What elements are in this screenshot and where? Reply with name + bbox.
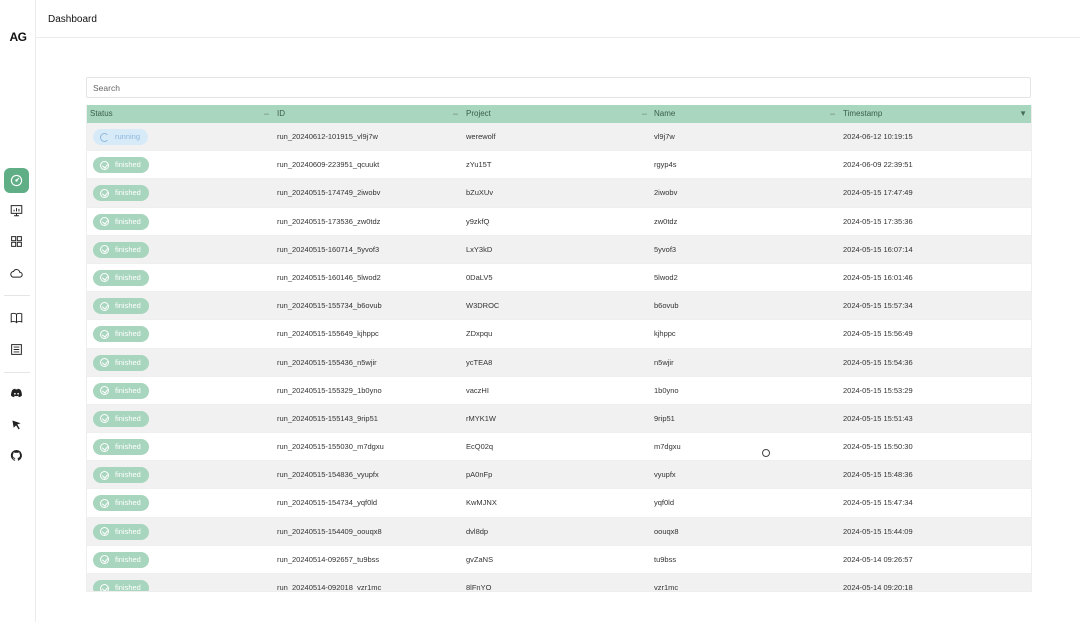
status-cell xyxy=(93,236,149,264)
monitor-chart-icon xyxy=(10,204,23,217)
book-icon xyxy=(10,311,23,324)
name-cell: oouqx8 xyxy=(654,526,679,536)
status-label: finished xyxy=(115,216,141,226)
timestamp-cell: 2024-06-09 22:39:51 xyxy=(843,160,913,170)
status-cell xyxy=(93,574,149,592)
id-cell[interactable]: run_20240612-101915_vl9j7w xyxy=(277,132,378,141)
project-cell: dvl8dp xyxy=(466,526,489,536)
project-cell: 8lFnYO xyxy=(466,583,492,592)
id-cell[interactable]: run_20240515-174749_2iwobv xyxy=(277,188,381,198)
check-circle-icon xyxy=(100,217,109,226)
id-cell[interactable]: run_20240515-154409_oouqx8 xyxy=(277,526,382,536)
search-input[interactable] xyxy=(86,77,1031,98)
timestamp-cell: 2024-05-15 16:01:46 xyxy=(843,272,913,282)
status-badge xyxy=(93,157,149,173)
table-row[interactable] xyxy=(87,377,1031,405)
project-cell: y9zkfQ xyxy=(466,216,490,226)
status-badge xyxy=(93,355,149,371)
timestamp-cell: 2024-05-15 15:44:09 xyxy=(843,526,913,536)
table-row[interactable] xyxy=(87,461,1031,489)
sidebar-divider xyxy=(4,372,30,373)
status-cell xyxy=(93,433,149,461)
name-cell: 1b0yno xyxy=(654,385,679,395)
discord-link[interactable] xyxy=(4,381,29,406)
mouse-cursor-icon xyxy=(762,449,770,457)
project-cell: pA0nFp xyxy=(466,470,493,480)
column-menu-icon[interactable]: ▬ xyxy=(642,111,647,117)
status-badge xyxy=(93,383,149,399)
column-header-project[interactable] xyxy=(466,105,651,123)
table-row[interactable] xyxy=(87,574,1031,592)
column-header-label: Status xyxy=(90,109,113,118)
status-cell xyxy=(93,377,149,405)
table-row[interactable] xyxy=(87,518,1031,546)
status-badge xyxy=(93,552,149,568)
timestamp-cell: 2024-06-12 10:19:15 xyxy=(843,132,913,141)
column-header-label: Project xyxy=(466,109,491,118)
timestamp-cell: 2024-05-14 09:20:18 xyxy=(843,583,913,592)
table-row[interactable] xyxy=(87,236,1031,264)
id-cell[interactable]: run_20240609-223951_qcuukt xyxy=(277,160,380,170)
column-menu-icon[interactable]: ▬ xyxy=(453,111,458,117)
status-badge xyxy=(93,580,149,592)
status-label: finished xyxy=(115,470,141,480)
id-cell[interactable]: run_20240515-173536_zw0tdz xyxy=(277,216,381,226)
status-cell xyxy=(93,208,149,236)
name-cell: b6ovub xyxy=(654,301,679,311)
github-icon xyxy=(10,449,23,462)
id-cell[interactable]: run_20240514-092018_vzr1mc xyxy=(277,583,382,592)
status-cell xyxy=(93,489,149,517)
status-cell xyxy=(93,123,148,151)
status-badge xyxy=(93,242,149,258)
project-cell: vaczHI xyxy=(466,385,489,395)
column-header-status[interactable] xyxy=(90,105,273,123)
id-cell[interactable]: run_20240514-092657_tu9bss xyxy=(277,554,380,564)
id-cell[interactable]: run_20240515-155143_9rip51 xyxy=(277,413,378,423)
cloud-nav-button[interactable] xyxy=(4,261,29,286)
check-circle-icon xyxy=(100,527,109,536)
id-cell[interactable]: run_20240515-155329_1b0yno xyxy=(277,385,382,395)
status-badge xyxy=(93,185,149,201)
name-cell: 5lwod2 xyxy=(654,272,678,282)
grid-icon xyxy=(10,235,23,248)
status-label: finished xyxy=(115,583,141,592)
column-header-timestamp[interactable] xyxy=(843,105,1031,123)
project-cell: KwMJNX xyxy=(466,498,497,508)
column-header-label: ID xyxy=(277,109,285,118)
check-circle-icon xyxy=(100,245,109,254)
status-cell xyxy=(93,546,149,574)
check-circle-icon xyxy=(100,302,109,311)
timestamp-cell: 2024-05-15 15:57:34 xyxy=(843,301,913,311)
project-cell: zYu15T xyxy=(466,160,492,170)
docs-nav-button[interactable] xyxy=(4,305,29,330)
timestamp-cell: 2024-05-15 15:48:36 xyxy=(843,470,913,480)
cursor-link[interactable] xyxy=(4,412,29,437)
status-badge xyxy=(93,214,149,230)
status-label: finished xyxy=(115,188,141,198)
check-circle-icon xyxy=(100,499,109,508)
table-header xyxy=(87,105,1031,123)
project-cell: gvZaNS xyxy=(466,554,494,564)
project-cell: LxY3kD xyxy=(466,244,493,254)
name-cell: tu9bss xyxy=(654,554,677,564)
check-circle-icon xyxy=(100,584,109,593)
id-cell[interactable]: run_20240515-160146_5lwod2 xyxy=(277,272,381,282)
cloud-icon xyxy=(10,267,23,280)
name-cell: zw0tdz xyxy=(654,216,678,226)
name-cell: 2iwobv xyxy=(654,188,678,198)
status-badge xyxy=(93,270,149,286)
runs-table xyxy=(86,105,1032,592)
table-row[interactable] xyxy=(87,433,1031,461)
name-cell: vyupfx xyxy=(654,470,676,480)
github-link[interactable] xyxy=(4,443,29,468)
project-cell: ycTEA8 xyxy=(466,357,493,367)
gauge-icon xyxy=(10,174,23,187)
dashboard-nav-button[interactable] xyxy=(4,168,29,193)
project-cell: rMYK1W xyxy=(466,413,496,423)
check-circle-icon xyxy=(100,161,109,170)
status-label: finished xyxy=(115,329,141,339)
status-cell xyxy=(93,179,149,207)
spinner-icon xyxy=(100,133,109,142)
status-cell xyxy=(93,320,149,348)
column-header-id[interactable] xyxy=(277,105,462,123)
id-cell[interactable]: run_20240515-155436_n5wjir xyxy=(277,357,377,367)
status-label: finished xyxy=(115,385,141,395)
project-cell: bZuXUv xyxy=(466,188,494,198)
check-circle-icon xyxy=(100,189,109,198)
status-label: finished xyxy=(115,160,141,170)
table-body xyxy=(87,123,1031,592)
project-cell: werewolf xyxy=(466,132,496,141)
name-cell: 9rip51 xyxy=(654,413,675,423)
id-cell[interactable]: run_20240515-160714_5yvof3 xyxy=(277,244,380,254)
column-menu-icon[interactable]: ▬ xyxy=(264,111,269,117)
table-row[interactable] xyxy=(87,320,1031,348)
timestamp-cell: 2024-05-15 15:54:36 xyxy=(843,357,913,367)
table-row[interactable] xyxy=(87,546,1031,574)
check-circle-icon xyxy=(100,414,109,423)
name-cell: vl9j7w xyxy=(654,132,675,141)
status-badge xyxy=(93,495,149,511)
status-label: finished xyxy=(115,301,141,311)
discord-icon xyxy=(10,387,23,400)
id-cell[interactable]: run_20240515-154836_vyupfx xyxy=(277,470,379,480)
status-badge xyxy=(93,326,149,342)
status-cell xyxy=(93,349,149,377)
status-cell xyxy=(93,518,149,546)
sort-descending-icon[interactable]: ▼ xyxy=(1019,109,1027,118)
table-row[interactable] xyxy=(87,123,1031,151)
status-cell xyxy=(93,151,149,179)
project-cell: EcQ02q xyxy=(466,442,494,452)
id-cell[interactable]: run_20240515-154734_yqf0ld xyxy=(277,498,378,508)
table-row[interactable] xyxy=(87,489,1031,517)
status-badge xyxy=(93,129,148,145)
status-cell xyxy=(93,405,149,433)
name-cell: vzr1mc xyxy=(654,583,679,592)
column-header-name[interactable] xyxy=(654,105,839,123)
status-label: finished xyxy=(115,272,141,282)
timestamp-cell: 2024-05-15 17:47:49 xyxy=(843,188,913,198)
document-list-icon xyxy=(10,343,23,356)
name-cell: yqf0ld xyxy=(654,498,675,508)
grid-nav-button[interactable] xyxy=(4,229,29,254)
logs-nav-button[interactable] xyxy=(4,337,29,362)
status-badge xyxy=(93,439,149,455)
check-circle-icon xyxy=(100,386,109,395)
status-label: finished xyxy=(115,357,141,367)
table-row[interactable] xyxy=(87,264,1031,292)
status-label: finished xyxy=(115,526,141,536)
status-cell xyxy=(93,264,149,292)
name-cell: 5yvof3 xyxy=(654,244,677,254)
timestamp-cell: 2024-05-15 16:07:14 xyxy=(843,244,913,254)
project-cell: W3DROC xyxy=(466,301,500,311)
check-circle-icon xyxy=(100,358,109,367)
sidebar-divider xyxy=(4,295,30,296)
status-cell xyxy=(93,292,149,320)
check-circle-icon xyxy=(100,471,109,480)
check-circle-icon xyxy=(100,443,109,452)
cursor-arrow-icon xyxy=(10,418,23,431)
table-row[interactable] xyxy=(87,292,1031,320)
page-title: Dashboard xyxy=(48,14,97,25)
project-cell: 0DaLV5 xyxy=(466,272,493,282)
status-label: finished xyxy=(115,244,141,254)
status-badge xyxy=(93,467,149,483)
timestamp-cell: 2024-05-14 09:26:57 xyxy=(843,554,913,564)
name-cell: kjhppc xyxy=(654,329,676,339)
check-circle-icon xyxy=(100,555,109,564)
status-label: finished xyxy=(115,498,141,508)
table-row[interactable] xyxy=(87,405,1031,433)
timestamp-cell: 2024-05-15 15:51:43 xyxy=(843,413,913,423)
sidebar xyxy=(0,0,36,622)
timestamp-cell: 2024-05-15 15:56:49 xyxy=(843,329,913,339)
column-menu-icon[interactable]: ▬ xyxy=(830,111,835,117)
id-cell[interactable]: run_20240515-155649_kjhppc xyxy=(277,329,379,339)
check-circle-icon xyxy=(100,273,109,282)
timestamp-cell: 2024-05-15 15:50:30 xyxy=(843,442,913,452)
status-label: finished xyxy=(115,442,141,452)
column-header-label: Name xyxy=(654,109,676,118)
table-row[interactable] xyxy=(87,151,1031,179)
id-cell[interactable]: run_20240515-155030_m7dgxu xyxy=(277,442,384,452)
status-badge xyxy=(93,298,149,314)
status-badge xyxy=(93,524,149,540)
status-label: finished xyxy=(115,413,141,423)
timestamp-cell: 2024-05-15 17:35:36 xyxy=(843,216,913,226)
status-cell xyxy=(93,461,149,489)
column-header-label: Timestamp xyxy=(843,109,883,118)
name-cell: rgyp4s xyxy=(654,160,677,170)
table-row[interactable] xyxy=(87,349,1031,377)
top-bar xyxy=(36,0,1080,38)
timestamp-cell: 2024-05-15 15:47:34 xyxy=(843,498,913,508)
name-cell: m7dgxu xyxy=(654,442,681,452)
check-circle-icon xyxy=(100,330,109,339)
name-cell: n5wjir xyxy=(654,357,674,367)
status-badge xyxy=(93,411,149,427)
table-row[interactable] xyxy=(87,208,1031,236)
table-row[interactable] xyxy=(87,179,1031,207)
id-cell[interactable]: run_20240515-155734_b6ovub xyxy=(277,301,382,311)
monitor-nav-button[interactable] xyxy=(4,198,29,223)
timestamp-cell: 2024-05-15 15:53:29 xyxy=(843,385,913,395)
app-logo[interactable]: AG xyxy=(9,30,27,44)
project-cell: ZDxpqu xyxy=(466,329,493,339)
status-label: running xyxy=(115,132,141,141)
status-label: finished xyxy=(115,554,141,564)
